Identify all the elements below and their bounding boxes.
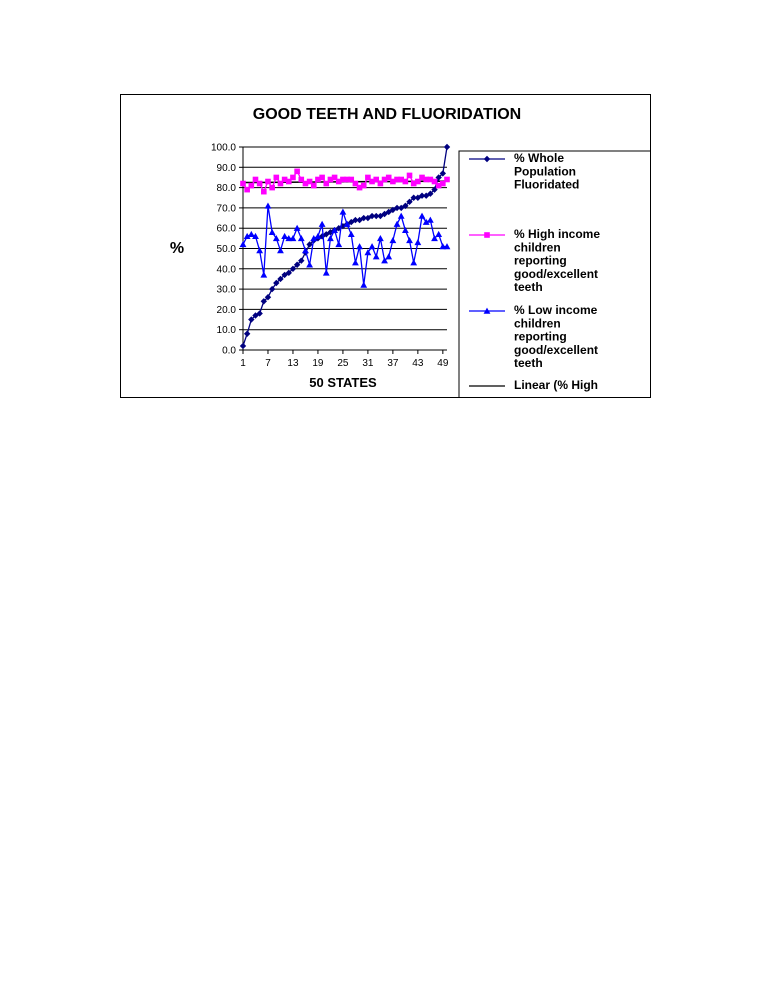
point-low-income (240, 241, 247, 247)
point-low-income (389, 237, 396, 243)
point-fluoridated (444, 144, 450, 150)
legend-label: Linear (% High (514, 378, 599, 392)
point-low-income (265, 202, 272, 208)
point-low-income (398, 213, 405, 219)
point-low-income (269, 229, 276, 235)
y-tick-label: 60.0 (216, 223, 236, 235)
chart-frame (120, 94, 651, 398)
y-axis-label: % (169, 240, 185, 257)
point-fluoridated (240, 343, 246, 349)
point-low-income (385, 253, 392, 259)
point-low-income (394, 221, 401, 227)
point-high-income (444, 177, 450, 183)
point-low-income (369, 243, 376, 249)
point-low-income (377, 235, 384, 241)
x-tick-label: 25 (337, 358, 349, 369)
point-low-income (348, 231, 355, 237)
y-tick-label: 40.0 (216, 264, 236, 276)
point-low-income (319, 221, 326, 227)
y-tick-label: 70.0 (216, 203, 236, 215)
point-low-income (323, 269, 330, 275)
point-low-income (340, 209, 347, 215)
point-high-income (257, 181, 263, 187)
point-fluoridated (244, 331, 250, 337)
point-low-income (410, 259, 417, 265)
point-low-income (260, 271, 267, 277)
point-low-income (248, 231, 255, 237)
y-tick-label: 30.0 (216, 284, 236, 296)
y-tick-label: 100.0 (210, 142, 236, 154)
legend-label: reporting (514, 253, 567, 268)
y-tick-label: 0.0 (222, 345, 236, 357)
legend-label: teeth (514, 280, 543, 295)
legend (459, 151, 651, 398)
legend-label: Population (514, 164, 576, 179)
point-low-income (306, 261, 313, 267)
x-tick-label: 1 (240, 358, 246, 369)
series-line-low-income (243, 206, 447, 285)
x-tick-label: 7 (265, 358, 271, 369)
legend-label: Fluoridated (514, 177, 580, 192)
legend-label: % High income (514, 227, 601, 241)
plot-area (211, 143, 450, 370)
legend-label: % Low income (514, 303, 598, 317)
x-tick-label: 49 (437, 358, 449, 369)
point-high-income (403, 179, 409, 185)
x-tick-label: 43 (412, 358, 424, 369)
y-tick-label: 80.0 (216, 183, 236, 195)
y-tick-label: 90.0 (216, 162, 236, 174)
legend-label: children (514, 240, 561, 255)
point-high-income (319, 175, 325, 181)
point-high-income (294, 169, 300, 175)
point-low-income (427, 217, 434, 223)
x-axis-label: 50 STATES (309, 375, 377, 390)
point-low-income (298, 235, 305, 241)
point-high-income (265, 179, 271, 185)
legend-label: teeth (514, 356, 543, 371)
legend-swatch-marker (484, 232, 490, 238)
point-low-income (352, 259, 359, 265)
point-low-income (406, 237, 413, 243)
legend-label: good/excellent (514, 266, 599, 281)
chart-title: GOOD TEETH AND FLUORIDATION (252, 106, 522, 123)
point-low-income (435, 231, 442, 237)
x-tick-label: 37 (387, 358, 399, 369)
point-high-income (249, 183, 255, 189)
point-high-income (311, 183, 317, 189)
point-low-income (281, 233, 288, 239)
point-high-income (274, 175, 280, 181)
x-tick-label: 19 (312, 358, 324, 369)
point-low-income (373, 253, 380, 259)
point-low-income (419, 213, 426, 219)
point-high-income (407, 173, 413, 179)
chart-svg (121, 95, 651, 398)
legend-label: good/excellent (514, 342, 599, 357)
legend-label: reporting (514, 329, 567, 344)
point-high-income (269, 185, 275, 191)
y-tick-label: 10.0 (216, 325, 236, 337)
x-tick-label: 31 (362, 358, 374, 369)
point-high-income (261, 189, 267, 195)
point-low-income (360, 282, 367, 288)
x-tick-label: 13 (287, 358, 299, 369)
legend-label: children (514, 316, 561, 331)
y-tick-label: 50.0 (216, 244, 236, 255)
point-low-income (414, 239, 421, 245)
point-low-income (356, 243, 363, 249)
point-high-income (240, 181, 246, 187)
point-high-income (290, 175, 296, 181)
point-low-income (327, 235, 334, 241)
point-low-income (335, 241, 342, 247)
point-high-income (361, 183, 367, 189)
legend-label: % Whole (514, 151, 564, 165)
y-tick-label: 20.0 (216, 304, 236, 316)
